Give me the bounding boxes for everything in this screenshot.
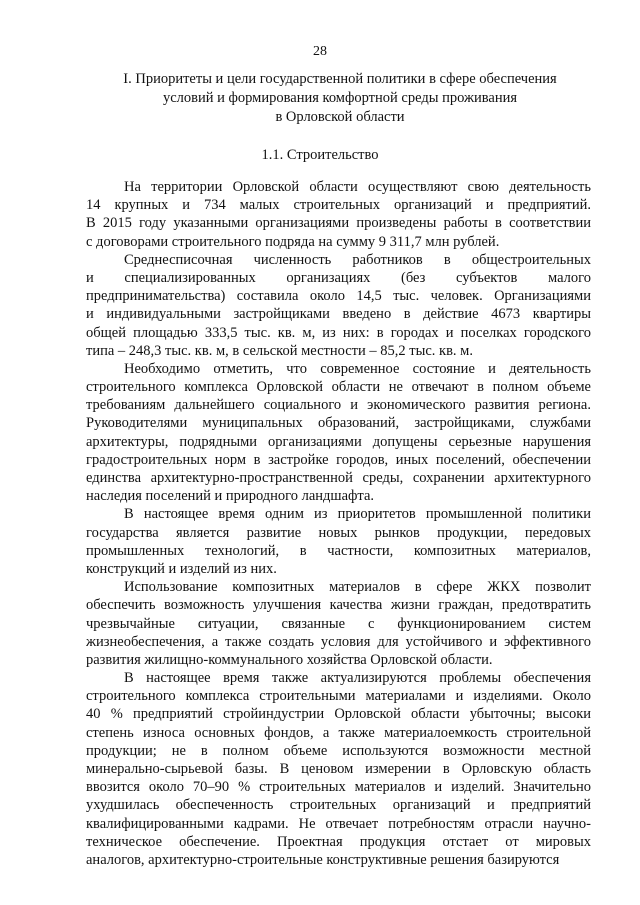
- paragraph-line: наследия поселений и природного ландшафта.: [86, 488, 375, 505]
- paragraph-line: строительного комплекса Орловской области не отвечают в полном объеме: [86, 379, 591, 396]
- paragraph-line: Руководителями муниципальных образований, застройщиками, службами: [86, 415, 591, 432]
- paragraph-line: аналогов, архитектурно-строительные конструктивные решения базируются: [86, 851, 560, 868]
- subsection-heading: 1.1. Строительство: [261, 147, 379, 163]
- paragraph-line: Использование композитных материалов в сфере ЖКХ позволит: [124, 579, 591, 596]
- paragraph-line: чрезвычайные ситуации, связанные с функционированием систем: [86, 615, 591, 632]
- paragraph-line: 14 крупных и 734 малых строительных организаций и предприятий.: [86, 197, 591, 214]
- paragraph-line: Необходимо отметить, что современное состояние и деятельность: [124, 360, 591, 377]
- paragraph-line: государства является развитие новых рынков продукции, передовых: [86, 524, 591, 541]
- paragraph-line: ухудшилась обеспеченность строительных организаций и предприятий: [86, 797, 591, 814]
- paragraph-line: техническое обеспечение. Проектная продукция отстает от мировых: [86, 833, 591, 850]
- paragraph-line: типа – 248,3 тыс. кв. м, в сельской местности – 85,2 тыс. кв. м.: [86, 342, 473, 359]
- paragraph-line: продукции; не в полном объеме используются возможности местной: [86, 742, 591, 759]
- paragraph-line: В настоящее время одним из приоритетов промышленной политики: [124, 506, 591, 523]
- paragraph-line: архитектуры, подрядными организациями допущены серьезные нарушения: [86, 433, 591, 450]
- paragraph-line: жизнеобеспечения, а также создать условия для устойчивого и эффективного: [86, 633, 591, 650]
- paragraph-line: градостроительных норм в застройке городов, иных поселений, обеспечении: [86, 451, 591, 468]
- section-heading: [90, 70, 590, 127]
- section-heading-line: условий и формирования комфортной среды проживания: [162, 90, 518, 106]
- paragraph-line: развития жилищно-коммунального хозяйства Орловской области.: [86, 651, 493, 668]
- paragraph: [86, 251, 591, 360]
- paragraph-line: В настоящее время также актуализируются проблемы обеспечения: [124, 670, 591, 687]
- paragraph-line: и индивидуальными застройщиками введено в действие 4673 квартиры: [86, 306, 591, 323]
- paragraph-line: 40 % предприятий стройиндустрии Орловской области убыточны; высоки: [86, 706, 591, 723]
- paragraph-line: конструкций и изделий из них.: [86, 560, 277, 577]
- paragraph-line: ввозится около 70–90 % строительных материалов и изделий. Значительно: [86, 779, 591, 796]
- paragraph: [86, 578, 591, 669]
- paragraph: [86, 360, 591, 506]
- paragraph-line: и специализированных организациях (без субъектов малого: [86, 269, 591, 286]
- paragraph-line: В 2015 году указанными организациями произведены работы в соответствии: [86, 215, 591, 232]
- paragraph-line: промышленных технологий, в частности, композитных материалов,: [86, 542, 591, 559]
- paragraph-line: минерально-сырьевой базы. В ценовом измерении в Орловскую область: [86, 761, 591, 777]
- body-text: [86, 178, 591, 869]
- paragraph-line: Среднесписочная численность работников в общестроительных: [124, 251, 591, 268]
- page-number: 28: [313, 44, 327, 59]
- paragraph-line: строительного комплекса строительными материалами и изделиями. Около: [86, 688, 591, 705]
- paragraph-line: квалифицированными кадрами. Не отвечает потребностям отрасли научно-: [86, 815, 591, 832]
- paragraph-line: обеспечить возможность улучшения качества жизни граждан, предотвратить: [86, 597, 591, 614]
- paragraph-line: с договорами строительного подряда на сумму 9 311,7 млн рублей.: [86, 233, 500, 250]
- paragraph-line: На территории Орловской области осуществляют свою деятельность: [124, 179, 591, 195]
- paragraph-line: степень износа основных фондов, а также материалоемкость строительной: [86, 724, 591, 741]
- paragraph-line: предпринимательства) составила около 14,5 тыс. человек. Организациями: [86, 288, 591, 305]
- paragraph-line: единства архитектурно-пространственной среды, сохранении архитектурного: [86, 470, 591, 486]
- paragraph: [86, 669, 591, 869]
- paragraph: [86, 178, 591, 251]
- paragraph-line: общей площадью 333,5 тыс. кв. м, из них: в городах и поселках городского: [86, 324, 591, 341]
- section-heading-line: в Орловской области: [275, 109, 405, 125]
- section-heading-line: I. Приоритеты и цели государственной политики в сфере обеспечения: [123, 71, 557, 87]
- paragraph-line: требованиям дальнейшего социального и экономического развития региона.: [86, 397, 591, 414]
- paragraph: [86, 505, 591, 578]
